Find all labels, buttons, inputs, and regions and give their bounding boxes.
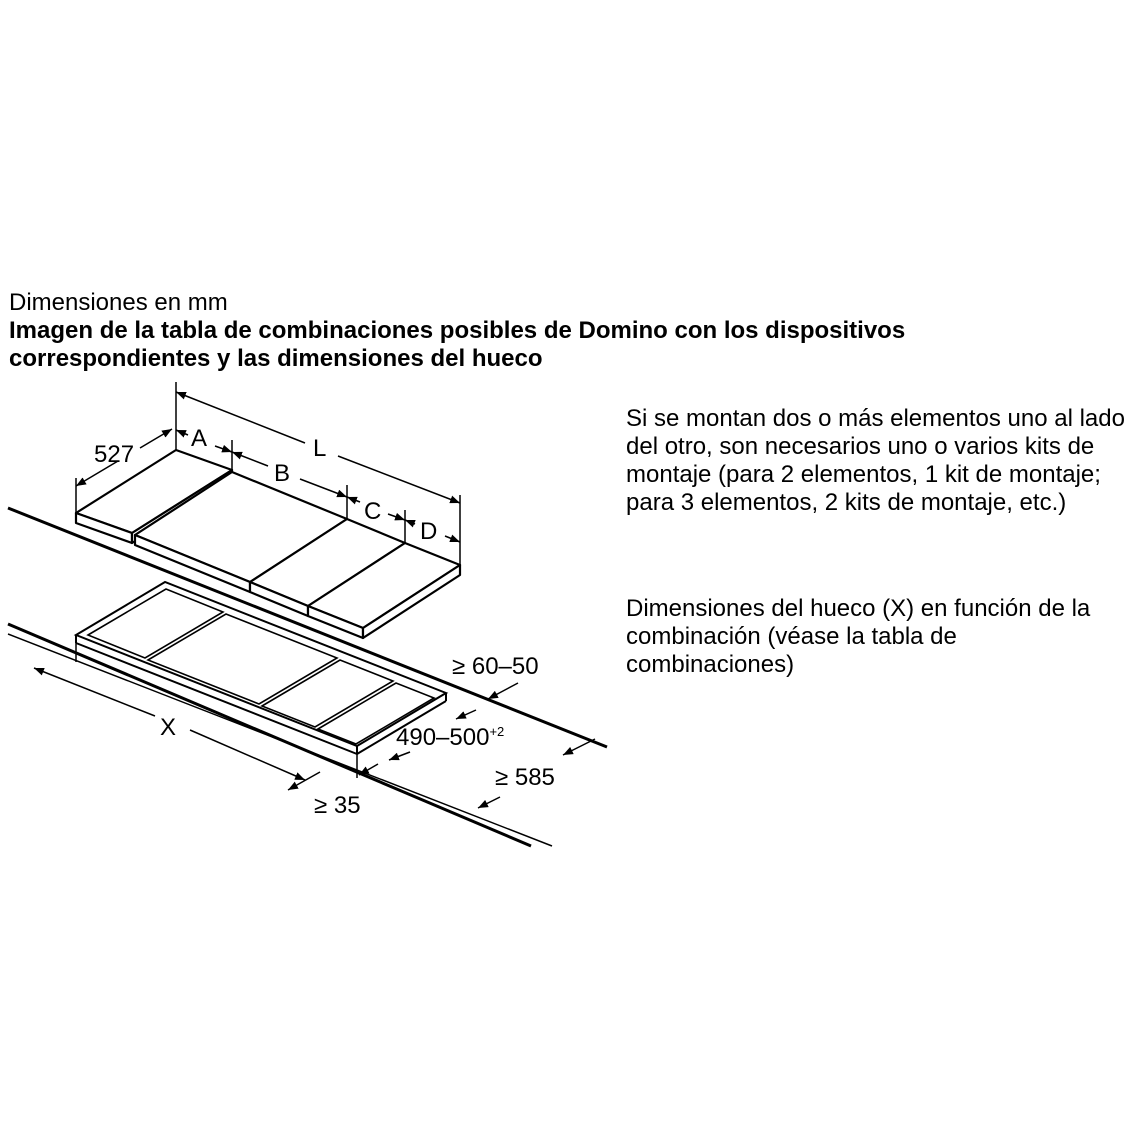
cutout-depth-tolerance: +2: [489, 724, 505, 739]
cutout-note: Dimensiones del hueco (X) en función de la combinación (véase la tabla de combinaciones): [626, 595, 1091, 678]
module-c-label: C: [364, 498, 382, 525]
wall-clearance-label: ≥ 35: [314, 792, 361, 819]
cutout-width-label: X: [160, 714, 177, 741]
cutout-depth-value: 490–500: [396, 724, 490, 751]
diagram-title-line-1: Imagen de la tabla de combinaciones posibles de Domino con los dispositivos: [9, 317, 906, 344]
module-b-label: B: [274, 460, 291, 487]
cutout-depth-label: [396, 724, 504, 751]
worktop-depth-label: ≥ 585: [495, 764, 555, 791]
units-note: Dimensiones en mm: [9, 289, 228, 316]
depth-label: 527: [94, 441, 135, 468]
module-d-label: D: [420, 518, 438, 545]
diagram-title-line-2: correspondientes y las dimensiones del hueco: [9, 345, 543, 372]
mounting-kit-note: Si se montan dos o más elementos uno al lado del otro, son necesarios uno o varios kits de montaje (para 2 elementos, 1 kit de montaje; para 3 elementos, 2 kits de montaje, etc.): [626, 405, 1125, 516]
hob-modules: [76, 450, 460, 638]
front-edge-distance-label: ≥ 60–50: [452, 653, 539, 680]
total-length-label: L: [313, 435, 327, 462]
module-a-label: A: [191, 425, 208, 452]
